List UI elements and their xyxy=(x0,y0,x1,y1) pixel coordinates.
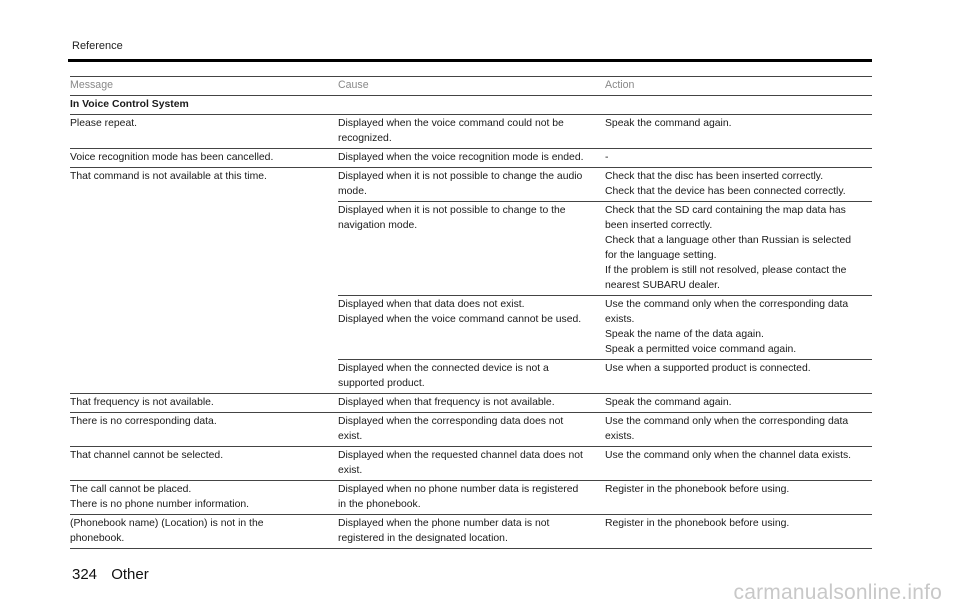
message-cell xyxy=(70,115,338,148)
grouped-message-cell xyxy=(70,168,338,393)
table-sub-row xyxy=(338,360,872,393)
action-cell-line: Use the command only when the corresponding data xyxy=(605,299,849,310)
message-cell-line: That frequency is not available. xyxy=(70,397,214,408)
cause-cell-line: Displayed when that data does not exist. xyxy=(338,299,525,310)
message-cell-line: phonebook. xyxy=(70,533,125,544)
section-title-row xyxy=(70,96,872,115)
cause-cell xyxy=(338,296,605,359)
messages-table xyxy=(70,76,872,549)
action-cell-line: Speak the command again. xyxy=(605,397,732,408)
message-cell-line: That channel cannot be selected. xyxy=(70,450,224,461)
action-cell-line: Check that the device has been connected correctly. xyxy=(605,186,846,197)
message-cell xyxy=(70,515,338,548)
cause-cell-line: in the phonebook. xyxy=(338,499,421,510)
action-cell xyxy=(605,413,872,446)
cause-cell-line: supported product. xyxy=(338,378,425,389)
action-cell-line: nearest SUBARU dealer. xyxy=(605,280,720,291)
table-sub-row xyxy=(338,202,872,296)
cause-cell-line: Displayed when the voice command could not be xyxy=(338,118,564,129)
cause-cell xyxy=(338,149,605,167)
message-cell-line: There is no phone number information. xyxy=(70,499,250,510)
action-cell-line: Speak the command again. xyxy=(605,118,732,129)
action-cell xyxy=(605,296,872,359)
action-cell-line: Speak a permitted voice command again. xyxy=(605,344,797,355)
cause-cell-line: Displayed when no phone number data is registered xyxy=(338,484,579,495)
action-cell-line: Use when a supported product is connected. xyxy=(605,363,811,374)
action-cell-line: Check that the SD card containing the map data has xyxy=(605,205,846,216)
cause-cell-line: exist. xyxy=(338,431,363,442)
message-cell-line: That command is not available at this time. xyxy=(70,171,267,182)
message-cell xyxy=(70,394,338,412)
cause-cell-line: Displayed when it is not possible to change to the xyxy=(338,205,566,216)
footer-section-title: Other xyxy=(111,566,149,583)
table-row xyxy=(70,515,872,549)
table-sub-row xyxy=(338,168,872,202)
table-header-row xyxy=(70,77,872,96)
message-cell-line: (Phonebook name) (Location) is not in the xyxy=(70,518,264,529)
cause-cell-line: mode. xyxy=(338,186,367,197)
message-cell-line: Please repeat. xyxy=(70,118,138,129)
action-cell-line: Speak the name of the data again. xyxy=(605,329,764,340)
action-cell-line: - xyxy=(605,152,609,163)
header-rule xyxy=(68,59,872,62)
table-body-a xyxy=(70,115,872,168)
cause-cell-line: recognized. xyxy=(338,133,392,144)
action-cell-line: for the language setting. xyxy=(605,250,717,261)
action-cell-line: Check that a language other than Russian is selected xyxy=(605,235,852,246)
action-cell-line: Register in the phonebook before using. xyxy=(605,518,790,529)
action-cell xyxy=(605,149,872,167)
action-cell-line: Register in the phonebook before using. xyxy=(605,484,790,495)
action-cell xyxy=(605,394,872,412)
section-title: In Voice Control System xyxy=(70,99,189,110)
cause-cell xyxy=(338,168,605,201)
cause-cell xyxy=(338,447,605,480)
action-cell xyxy=(605,202,872,295)
action-cell xyxy=(605,515,872,548)
action-cell-line: Check that the disc has been inserted correctly. xyxy=(605,171,824,182)
cause-cell-line: Displayed when the requested channel data does not xyxy=(338,450,583,461)
cause-cell-line: Displayed when that frequency is not available. xyxy=(338,397,555,408)
action-cell-line: If the problem is still not resolved, please contact the xyxy=(605,265,847,276)
action-cell xyxy=(605,481,872,514)
cause-cell-line: Displayed when the phone number data is not xyxy=(338,518,550,529)
cause-cell-line: navigation mode. xyxy=(338,220,418,231)
cause-cell-line: Displayed when the voice recognition mode is ended. xyxy=(338,152,584,163)
watermark: carmanualsonline.info xyxy=(733,581,942,604)
table-row xyxy=(70,413,872,447)
action-cell xyxy=(605,115,872,148)
action-cell-line: Use the command only when the channel data exists. xyxy=(605,450,852,461)
cause-cell xyxy=(338,394,605,412)
column-header-message: Message xyxy=(70,79,113,91)
action-cell xyxy=(605,360,872,393)
cause-cell-line: Displayed when it is not possible to change the audio xyxy=(338,171,583,182)
cause-cell xyxy=(338,413,605,446)
action-cell xyxy=(605,447,872,480)
action-cell-line: exists. xyxy=(605,314,635,325)
message-cell-line: The call cannot be placed. xyxy=(70,484,192,495)
action-cell-line: Use the command only when the corresponding data xyxy=(605,416,849,427)
grouped-sub-rows xyxy=(338,168,872,393)
table-row xyxy=(70,115,872,149)
page-number: 324 xyxy=(72,566,98,583)
page-header-label: Reference xyxy=(72,40,123,52)
cause-cell xyxy=(338,360,605,393)
cause-cell xyxy=(338,202,605,295)
table-row xyxy=(70,394,872,413)
message-cell-line: There is no corresponding data. xyxy=(70,416,217,427)
table-sub-row xyxy=(338,296,872,360)
message-cell xyxy=(70,149,338,167)
table-body-b xyxy=(70,394,872,549)
action-cell xyxy=(605,168,872,201)
cause-cell-line: Displayed when the connected device is not a xyxy=(338,363,549,374)
cause-cell xyxy=(338,481,605,514)
cause-cell xyxy=(338,515,605,548)
message-cell xyxy=(70,413,338,446)
action-cell-line: exists. xyxy=(605,431,635,442)
grouped-row xyxy=(70,168,872,394)
table-row xyxy=(70,149,872,168)
cause-cell-line: Displayed when the voice command cannot be used. xyxy=(338,314,582,325)
message-cell-line: Voice recognition mode has been cancelled. xyxy=(70,152,274,163)
table-row xyxy=(70,481,872,515)
table-row xyxy=(70,447,872,481)
message-cell xyxy=(70,447,338,480)
column-header-cause: Cause xyxy=(338,79,369,91)
cause-cell xyxy=(338,115,605,148)
action-cell-line: been inserted correctly. xyxy=(605,220,713,231)
column-header-action: Action xyxy=(605,79,635,91)
cause-cell-line: exist. xyxy=(338,465,363,476)
cause-cell-line: Displayed when the corresponding data does not xyxy=(338,416,564,427)
page-footer xyxy=(72,566,149,583)
cause-cell-line: registered in the designated location. xyxy=(338,533,508,544)
message-cell xyxy=(70,481,338,514)
